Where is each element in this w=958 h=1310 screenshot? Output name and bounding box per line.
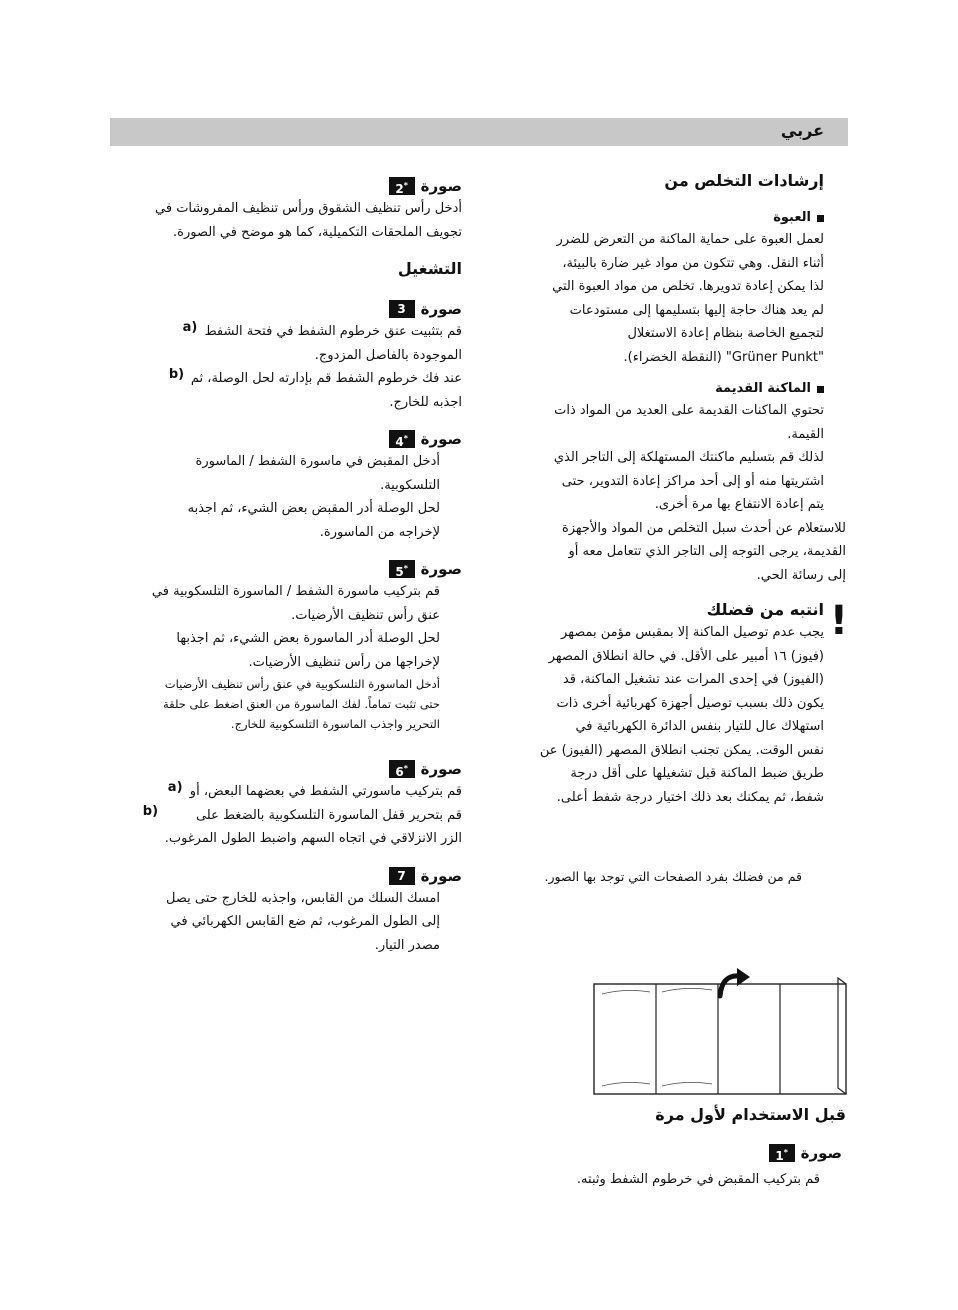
exclamation-warning-icon: ! <box>829 598 848 644</box>
step6-b-line: قم بتحرير قفل الماسورة التلسكوبية بالضغط على <box>195 807 462 823</box>
step3-b-line: اجذبه للخارج. <box>389 394 462 410</box>
section-header-bar <box>110 118 848 146</box>
step-number-badge <box>389 300 415 318</box>
warning-title: انتبه من فضلك <box>706 600 824 619</box>
step-number: 3 <box>397 302 406 316</box>
step5-note-line: حتى تثبت تماماً. لفك الماسورة من العنق اضغط على حلقة <box>163 697 440 711</box>
step-word: صورة <box>420 300 462 318</box>
old-machine-line: لذلك قم بتسليم ماكنتك المستهلكة إلى التاجر الذي <box>553 450 824 465</box>
item-letter-b: b) <box>168 367 185 382</box>
step7-line: إلى الطول المرغوب، ثم ضع القابس الكهربائي في <box>170 914 440 929</box>
step4-line: أدخل المقبض في ماسورة الشفط / الماسورة <box>195 454 440 469</box>
step-label-3 <box>112 298 462 320</box>
old-machine-line: يتم إعادة الانتفاع بها مرة أخرى. <box>654 497 824 512</box>
step-number: 5 <box>395 565 404 579</box>
foldout-outline <box>594 984 846 1094</box>
step6-item-a <box>112 780 462 804</box>
step5-note-line: التحرير واجذب الماسورة التلسكوبية للخارج. <box>230 717 440 731</box>
warning-line: (الفيوز) في إحدى المرات عند تشغيل الماكنة، قد <box>562 672 824 687</box>
packaging-heading <box>492 208 824 228</box>
square-bullet-icon <box>817 215 824 222</box>
warning-line: يكون ذلك بسبب توصيل أجهزة كهربائية أخرى ذات <box>556 695 824 711</box>
step-word: صورة <box>420 866 462 885</box>
step-number: 4 <box>395 435 404 449</box>
step4-line: لحل الوصلة أدر المقبض بعض الشيء، ثم اجذبه <box>187 501 440 516</box>
step-number-badge <box>389 867 415 885</box>
warning-line: (فيوز) ١٦ أمبير على الأقل. في حالة انطلاق المصهر <box>548 648 824 664</box>
step-label-7 <box>112 865 462 887</box>
step-number: 1 <box>775 1149 784 1163</box>
first-use-title: قبل الاستخدام لأول مرة <box>655 1105 846 1124</box>
step5-note-line: أدخل الماسورة التلسكوبية في عنق رأس تنظيف الأرضيات <box>164 677 440 691</box>
item-letter-a: a) <box>167 780 183 795</box>
step-label-5 <box>112 558 462 580</box>
step5-line: لإخراجها من رأس تنظيف الأرضيات. <box>248 654 440 670</box>
step-word: صورة <box>420 430 462 448</box>
step-number-badge: 2* <box>389 177 415 195</box>
step-number: 2 <box>395 182 404 196</box>
step-word: صورة <box>420 177 462 195</box>
old-machine-title: الماكنة القديمة <box>715 381 811 396</box>
step-label-6 <box>112 758 462 780</box>
packaging-line: لتجميع الخاصة بنظام إعادة الاستغلال <box>627 326 824 341</box>
step3-b-line: عند فك خرطوم الشفط قم بإدارته لحل الوصلة، ثم <box>190 371 462 386</box>
step4-line: لإخراجه من الماسورة. <box>319 524 440 540</box>
packaging-line: "Grüner Punkt" (النقطة الخضراء). <box>623 349 824 365</box>
step6-a-line: قم بتركيب ماسورتي الشفط في بعضهما البعض، أو <box>189 784 462 799</box>
foldout-pages-illustration <box>592 968 850 1098</box>
step5-line: عنق رأس تنظيف الأرضيات. <box>291 607 440 623</box>
step2-line: أدخل رأس تنظيف الشقوق ورأس تنظيف المفروشات في <box>155 201 462 216</box>
item-letter-b: b) <box>142 803 159 819</box>
old-machine-line: اشتريتها منه أو إلى أحد مراكز إعادة التدوير، حتى <box>561 473 824 489</box>
old-machine-line: تحتوي الماكنات القديمة على العديد من المواد ذات <box>554 403 824 418</box>
warning-line: شفط، ثم يمكنك بعد ذلك اختيار درجة شفط أعلى. <box>556 789 824 805</box>
packaging-line: أثناء النقل. وهي تتكون من مواد غير ضارة بالبيئة، <box>562 255 824 271</box>
old-machine-note-line: القديمة، يرجى التوجه إلى التاجر الذي تتعامل معه أو <box>568 544 846 559</box>
right-column <box>492 170 848 889</box>
fold-instruction: قم من فضلك بفرد الصفحات التي توجد بها الصور. <box>544 869 802 884</box>
packaging-title: العبوة <box>773 210 811 225</box>
step-number-badge: 4* <box>389 430 415 448</box>
warning-line: يجب عدم توصيل الماكنة إلا بمقبس مؤمن بمصهر <box>561 625 824 640</box>
step-word: صورة <box>420 560 462 578</box>
step5-line: قم بتركيب ماسورة الشفط / الماسورة التلسكوبية في <box>151 584 440 599</box>
step6-b-line: الزر الانزلاقي في اتجاه السهم واضبط الطول المرغوب. <box>164 831 462 846</box>
step1-text: قم بتركيب المقبض في خرطوم الشفط وثبته. <box>576 1172 820 1187</box>
old-machine-line: القيمة. <box>787 426 824 442</box>
disposal-title: إرشادات التخلص من <box>664 171 824 190</box>
old-machine-note-line: إلى رسائة الحي. <box>756 567 846 583</box>
step3-a-line: قم بتثبيت عنق خرطوم الشفط في فتحة الشفط <box>204 324 462 339</box>
step-label-1 <box>492 1142 842 1164</box>
old-machine-note-line: للاستعلام عن أحدث سبل التخلص من المواد والأجهزة <box>561 520 846 536</box>
step-word: صورة <box>800 1144 842 1162</box>
warning-line: نفس الوقت. يمكن تجنب انطلاق المصهر (الفيوز) عن <box>539 742 824 758</box>
step3-item-b <box>112 367 462 414</box>
first-use-section <box>492 1104 846 1192</box>
step7-line: مصدر التيار. <box>374 937 440 953</box>
step-number: 6 <box>395 765 404 779</box>
step3-item-a <box>112 320 462 367</box>
warning-line: استهلاك عال للتيار بنفس الدائرة الكهربائية في <box>575 719 824 734</box>
old-machine-heading <box>492 379 824 399</box>
step-number-badge: 5* <box>389 560 415 578</box>
step-number-badge: 6* <box>389 760 415 778</box>
step-number: 7 <box>397 868 406 883</box>
step5-line: لحل الوصلة أدر الماسورة بعض الشيء، ثم اجذبها <box>176 631 440 646</box>
item-letter-a: a) <box>182 320 198 335</box>
warning-block <box>492 598 848 809</box>
step4-line: التلسكوبية. <box>380 477 440 493</box>
left-column <box>112 175 462 957</box>
step-word: صورة <box>420 760 462 778</box>
step-label-2 <box>112 175 462 197</box>
step2-line: تجويف الملحقات التكميلية، كما هو موضح في الصورة. <box>173 224 462 240</box>
section-language-title: عربي <box>780 121 824 140</box>
step-number-badge: 1* <box>769 1144 795 1162</box>
warning-line: طريق ضبط الماكنة قبل تشغيلها على أقل درجة <box>570 766 824 781</box>
packaging-line: لم يعد هناك حاجة إليها بتسليمها إلى مستودعات <box>569 302 824 318</box>
packaging-line: لذا يمكن إعادة تدويرها. تخلص من مواد العبوة التي <box>552 279 824 294</box>
step6-item-b <box>112 804 462 851</box>
square-bullet-icon <box>817 386 824 393</box>
step-label-4 <box>112 428 462 450</box>
operation-title: التشغيل <box>397 259 462 278</box>
packaging-line: لعمل العبوة على حماية الماكنة من التعرض للضرر <box>556 232 824 247</box>
unfold-arrowhead-icon <box>737 968 750 986</box>
step3-a-line: الموجودة بالفاصل المزدوج. <box>314 347 462 363</box>
step7-line: امسك السلك من القابس، واجذبه للخارج حتى يصل <box>166 890 440 906</box>
